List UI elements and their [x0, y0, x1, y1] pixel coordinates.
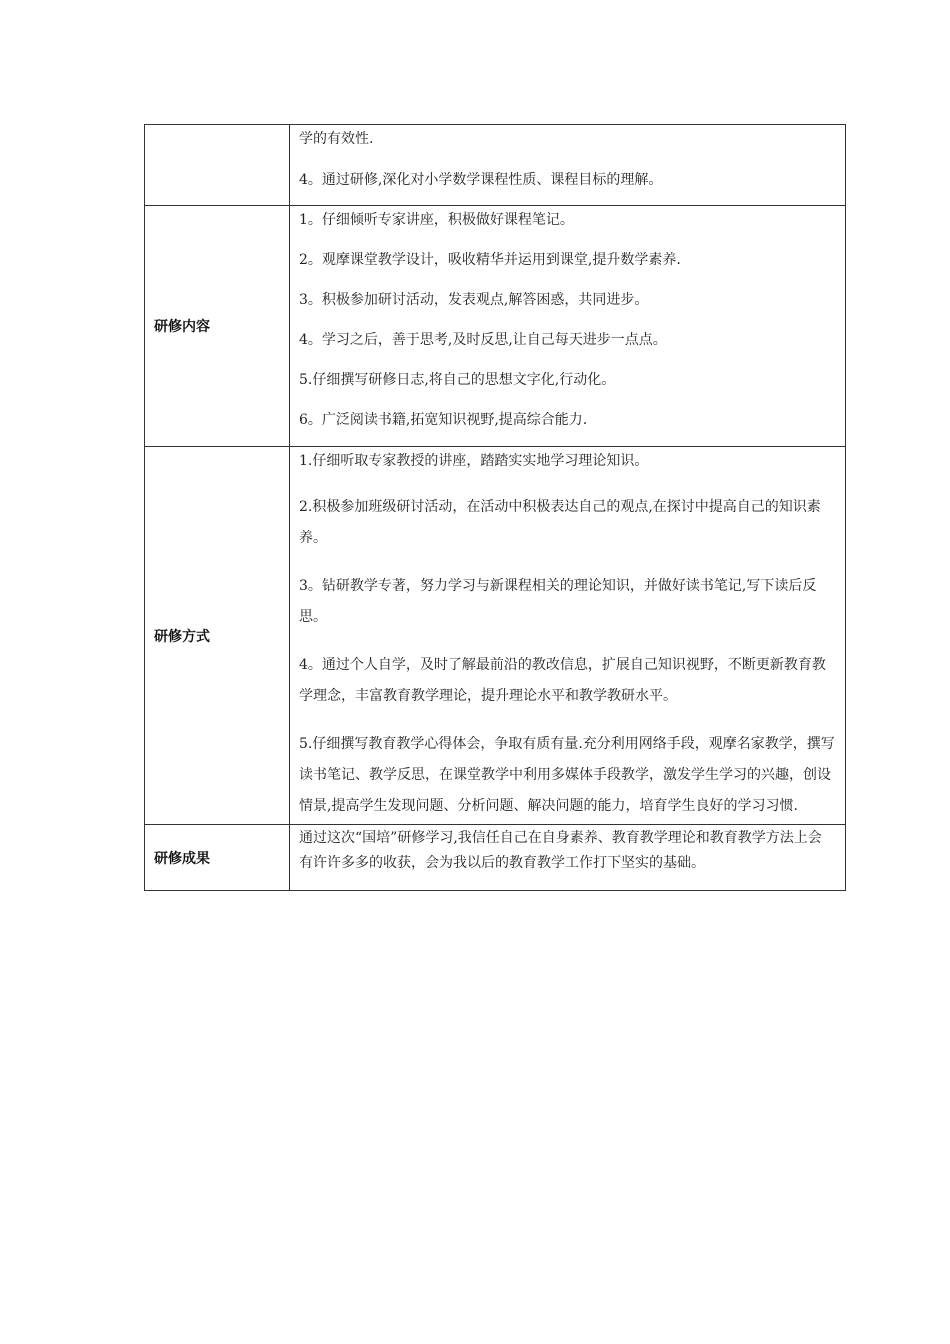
row-label-study-content: 研修内容 [145, 206, 290, 447]
list-item: 3。积极参加研讨活动，发表观点,解答困惑，共同进步。 [299, 292, 649, 308]
table-row-study-results [145, 825, 846, 891]
list-item: 4。通过研修,深化对小学数学课程性质、课程目标的理解。 [299, 172, 663, 188]
list-item: 6。广泛阅读书籍,拓宽知识视野,提高综合能力. [299, 412, 588, 428]
list-item: 学的有效性. [299, 131, 374, 147]
row-content [290, 447, 846, 825]
list-item: 2.积极参加班级研讨活动，在活动中积极表达自己的观点,在探讨中提高自己的知识素养。 [299, 499, 821, 546]
row-content [290, 125, 846, 206]
list-item: 5.仔细撰写教育教学心得体会，争取有质有量.充分利用网络手段，观摩名家教学，撰写读书笔记、教学反思，在课堂教学中利用多媒体手段教学，激发学生学习的兴趣，创设情景,提高学生发现问题、分析问题、解决问题的能力，培育学生良好的学习习惯. [299, 736, 835, 814]
table-row-study-content [145, 206, 846, 447]
list-item: 2。观摩课堂教学设计，吸收精华并运用到课堂,提升数学素养. [299, 252, 681, 268]
table-row-continued [145, 125, 846, 206]
row-label-study-method: 研修方式 [145, 447, 290, 825]
list-item: 1.仔细听取专家教授的讲座，踏踏实实地学习理论知识。 [299, 453, 649, 469]
list-item: 3。钻研教学专著，努力学习与新课程相关的理论知识，并做好读书笔记,写下读后反思。 [299, 578, 817, 625]
list-item: 5.仔细撰写研修日志,将自己的思想文字化,行动化。 [299, 372, 616, 388]
row-content [290, 206, 846, 447]
list-item: 通过这次“国培”研修学习,我信任自己在自身素养、教育教学理论和教育教学方法上会有许许多多的收获，会为我以后的教育教学工作打下坚实的基础。 [299, 830, 822, 871]
study-plan-table [144, 124, 846, 891]
list-item: 4。通过个人自学，及时了解最前沿的教改信息，扩展自己知识视野，不断更新教育教学理念，丰富教育教学理论，提升理论水平和教学教研水平。 [299, 657, 826, 704]
table-row-study-method [145, 447, 846, 825]
row-label-empty [145, 125, 290, 206]
row-content [290, 825, 846, 891]
list-item: 4。学习之后，善于思考,及时反思,让自己每天进步一点点。 [299, 332, 667, 348]
list-item: 1。仔细倾听专家讲座，积极做好课程笔记。 [299, 212, 574, 228]
row-label-study-results: 研修成果 [145, 825, 290, 891]
